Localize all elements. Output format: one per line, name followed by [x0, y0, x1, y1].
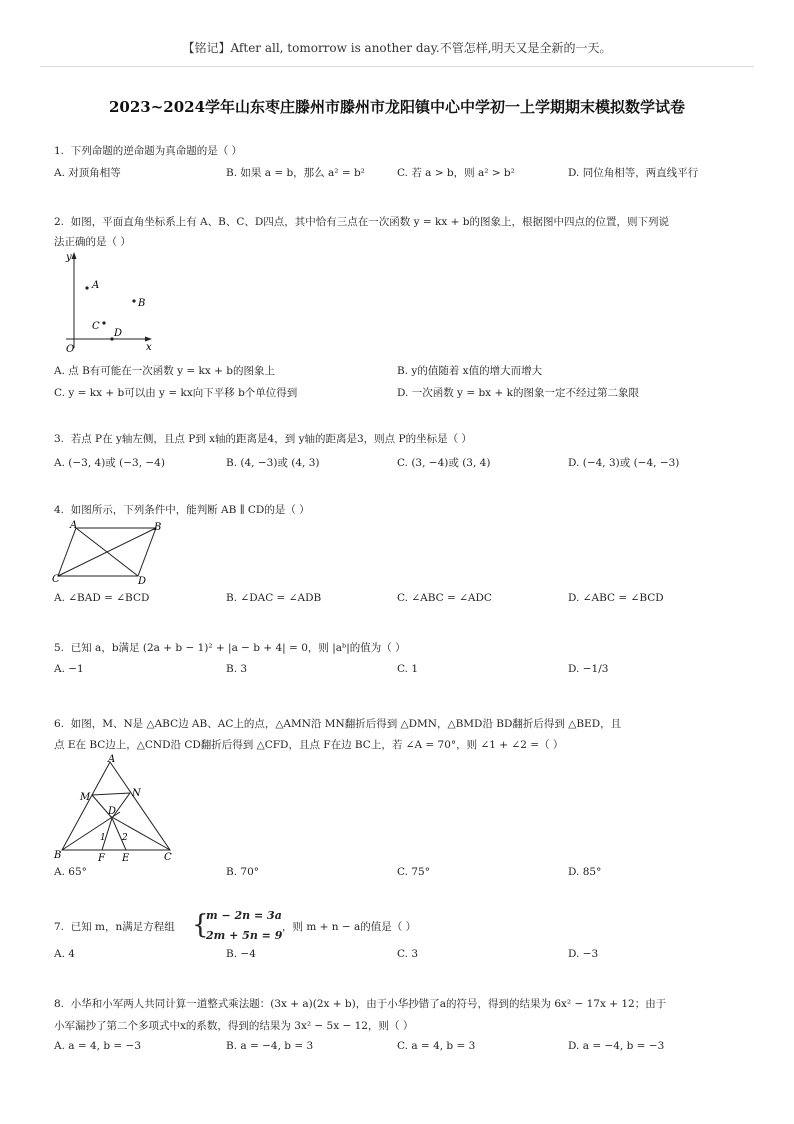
question-8-stem-line2: 小军漏抄了第二个多项式中x的系数，得到的结果为 3x² − 5x − 12，则（ ）: [54, 1020, 414, 1032]
point-c-label: C: [92, 321, 100, 332]
header-divider: [40, 66, 754, 67]
segment-bd: [62, 812, 120, 850]
option-d[interactable]: D. −1/3: [568, 663, 609, 675]
angle-1-label: 1: [100, 833, 106, 843]
question-text: 已知 m，n满足方程组: [70, 921, 175, 933]
question-7-stem-post: ，则 m + n − a的值是（ ）: [282, 921, 417, 933]
option-c[interactable]: C. 若 a > b，则 a² > b²: [397, 167, 515, 179]
equation-2: 2m + 5n = 9: [206, 929, 283, 942]
triangle-fold-figure: [50, 752, 180, 864]
question-number: 1.: [54, 145, 65, 157]
question-text: 小华和小军两人共同计算一道整式乘法题：(3x + a)(2x + b)，由于小华抄错了a的符号，得到的结果为 6x² − 17x + 12；由于: [70, 998, 667, 1010]
option-b[interactable]: B. (4, −3)或 (4, 3): [226, 457, 320, 469]
option-b[interactable]: B. ∠DAC = ∠ADB: [226, 592, 322, 604]
segment-mn: [92, 793, 130, 795]
option-d[interactable]: D. −3: [568, 948, 599, 960]
option-a[interactable]: A. a = 4, b = −3: [54, 1040, 142, 1052]
origin-label: O: [66, 344, 75, 355]
option-b[interactable]: B. −4: [226, 948, 256, 960]
option-c[interactable]: C. 75°: [397, 866, 430, 878]
question-number: 4.: [54, 504, 65, 516]
option-c[interactable]: C. (3, −4)或 (3, 4): [397, 457, 491, 469]
option-d[interactable]: D. a = −4, b = −3: [568, 1040, 665, 1052]
option-a[interactable]: A. 4: [54, 948, 75, 960]
option-a[interactable]: A. 对顶角相等: [54, 167, 121, 179]
vertex-c-label: C: [52, 574, 60, 585]
option-d[interactable]: D. (−4, 3)或 (−4, −3): [568, 457, 680, 469]
question-number: 2.: [54, 216, 65, 228]
parallelogram-figure: [50, 518, 170, 590]
page-title: 2023~2024学年山东枣庄滕州市滕州市龙阳镇中心中学初一上学期期末模拟数学试卷: [108, 98, 686, 116]
point-d-label: D: [114, 328, 123, 339]
option-a[interactable]: A. 点 B有可能在一次函数 y = kx + b的图象上: [54, 365, 276, 377]
question-number: 5.: [54, 642, 65, 654]
vertex-c-label: C: [164, 852, 172, 863]
point-m-label: M: [80, 792, 91, 803]
question-number: 8.: [54, 998, 65, 1010]
option-b[interactable]: B. 70°: [226, 866, 260, 878]
y-axis-label: y: [66, 252, 72, 263]
coordinate-figure: [54, 250, 164, 358]
question-text: 如图，平面直角坐标系上有 A、B、C、D四点，其中恰有三点在一次函数 y = kx + b的图象上，根据图中四点的位置，则下列说: [70, 216, 670, 228]
question-text: 已知 a，b满足 (2a + b − 1)² + |a − b + 4| = 0，则 |aᵇ|的值为（ ）: [70, 642, 406, 654]
option-d[interactable]: D. 一次函数 y = bx + k的图象一定不经过第二象限: [397, 387, 639, 399]
point-b: [132, 299, 135, 302]
question-6-stem-line2: 点 E在 BC边上，△CND沿 CD翻折后得到 △CFD，且点 F在边 BC上，若 ∠A = 70°，则 ∠1 + ∠2 =（ ）: [54, 739, 564, 751]
option-c[interactable]: C. y = kx + b可以由 y = kx向下平移 b个单位得到: [54, 387, 298, 399]
question-text: 若点 P在 y轴左侧，且点 P到 x轴的距离是4，到 y轴的距离是3，则点 P的坐标是（ ）: [70, 433, 472, 445]
question-2-stem-line2: 法正确的是（ ）: [54, 236, 131, 248]
page-motto: 【铭记】After all, tomorrow is another day.不管怎样,明天又是全新的一天。: [182, 41, 612, 55]
question-number: 3.: [54, 433, 65, 445]
question-8-stem: [54, 992, 742, 1016]
option-c[interactable]: C. ∠ABC = ∠ADC: [397, 592, 492, 604]
option-a[interactable]: A. (−3, 4)或 (−3, −4): [54, 457, 165, 469]
option-c[interactable]: C. 1: [397, 663, 419, 675]
point-c: [102, 321, 105, 324]
option-c[interactable]: C. a = 4, b = 3: [397, 1040, 476, 1052]
point-b-label: B: [138, 298, 146, 309]
point-a: [85, 286, 88, 289]
option-a[interactable]: A. −1: [54, 663, 84, 675]
option-c[interactable]: C. 3: [397, 948, 419, 960]
option-d[interactable]: D. 同位角相等，两直线平行: [568, 167, 699, 179]
vertex-a-label: A: [108, 754, 116, 765]
point-e-label: E: [122, 853, 130, 864]
question-text: 如图，M、N是 △ABC边 AB、AC上的点，△AMN沿 MN翻折后得到 △DMN，△BMD沿 BD翻折后得到 △BED，且: [70, 718, 622, 730]
point-n-label: N: [132, 788, 141, 799]
question-5-stem: [54, 636, 742, 660]
option-b[interactable]: B. y的值随着 x值的增大而增大: [397, 365, 543, 377]
question-1-stem: [54, 139, 742, 163]
equation-brace: {: [192, 910, 209, 940]
option-d[interactable]: D. ∠ABC = ∠BCD: [568, 592, 664, 604]
option-b[interactable]: B. 3: [226, 663, 248, 675]
question-number: 6.: [54, 718, 65, 730]
vertex-b-label: B: [54, 850, 62, 861]
option-a[interactable]: A. 65°: [54, 866, 87, 878]
question-text: 下列命题的逆命题为真命题的是（ ）: [70, 145, 243, 157]
option-b[interactable]: B. a = −4, b = 3: [226, 1040, 314, 1052]
x-axis-label: x: [146, 342, 152, 353]
diagonal-bc: [58, 528, 156, 576]
vertex-b-label: B: [154, 522, 162, 533]
point-f-label: F: [98, 853, 105, 864]
y-axis-arrow-icon: [72, 252, 77, 259]
equation-1: m − 2n = 3a: [206, 909, 282, 922]
x-axis-arrow-icon: [145, 337, 152, 342]
point-d-label: D: [108, 806, 117, 817]
question-3-stem: [54, 427, 742, 451]
question-text: 如图所示，下列条件中，能判断 AB ∥ CD的是（ ）: [70, 504, 310, 516]
option-a[interactable]: A. ∠BAD = ∠BCD: [54, 592, 150, 604]
option-d[interactable]: D. 85°: [568, 866, 602, 878]
point-a-label: A: [92, 280, 100, 291]
question-number: 7.: [54, 921, 65, 933]
vertex-d-label: D: [138, 576, 147, 587]
angle-2-label: 2: [122, 833, 128, 843]
vertex-a-label: A: [70, 520, 78, 531]
option-b[interactable]: B. 如果 a = b，那么 a² = b²: [226, 167, 365, 179]
